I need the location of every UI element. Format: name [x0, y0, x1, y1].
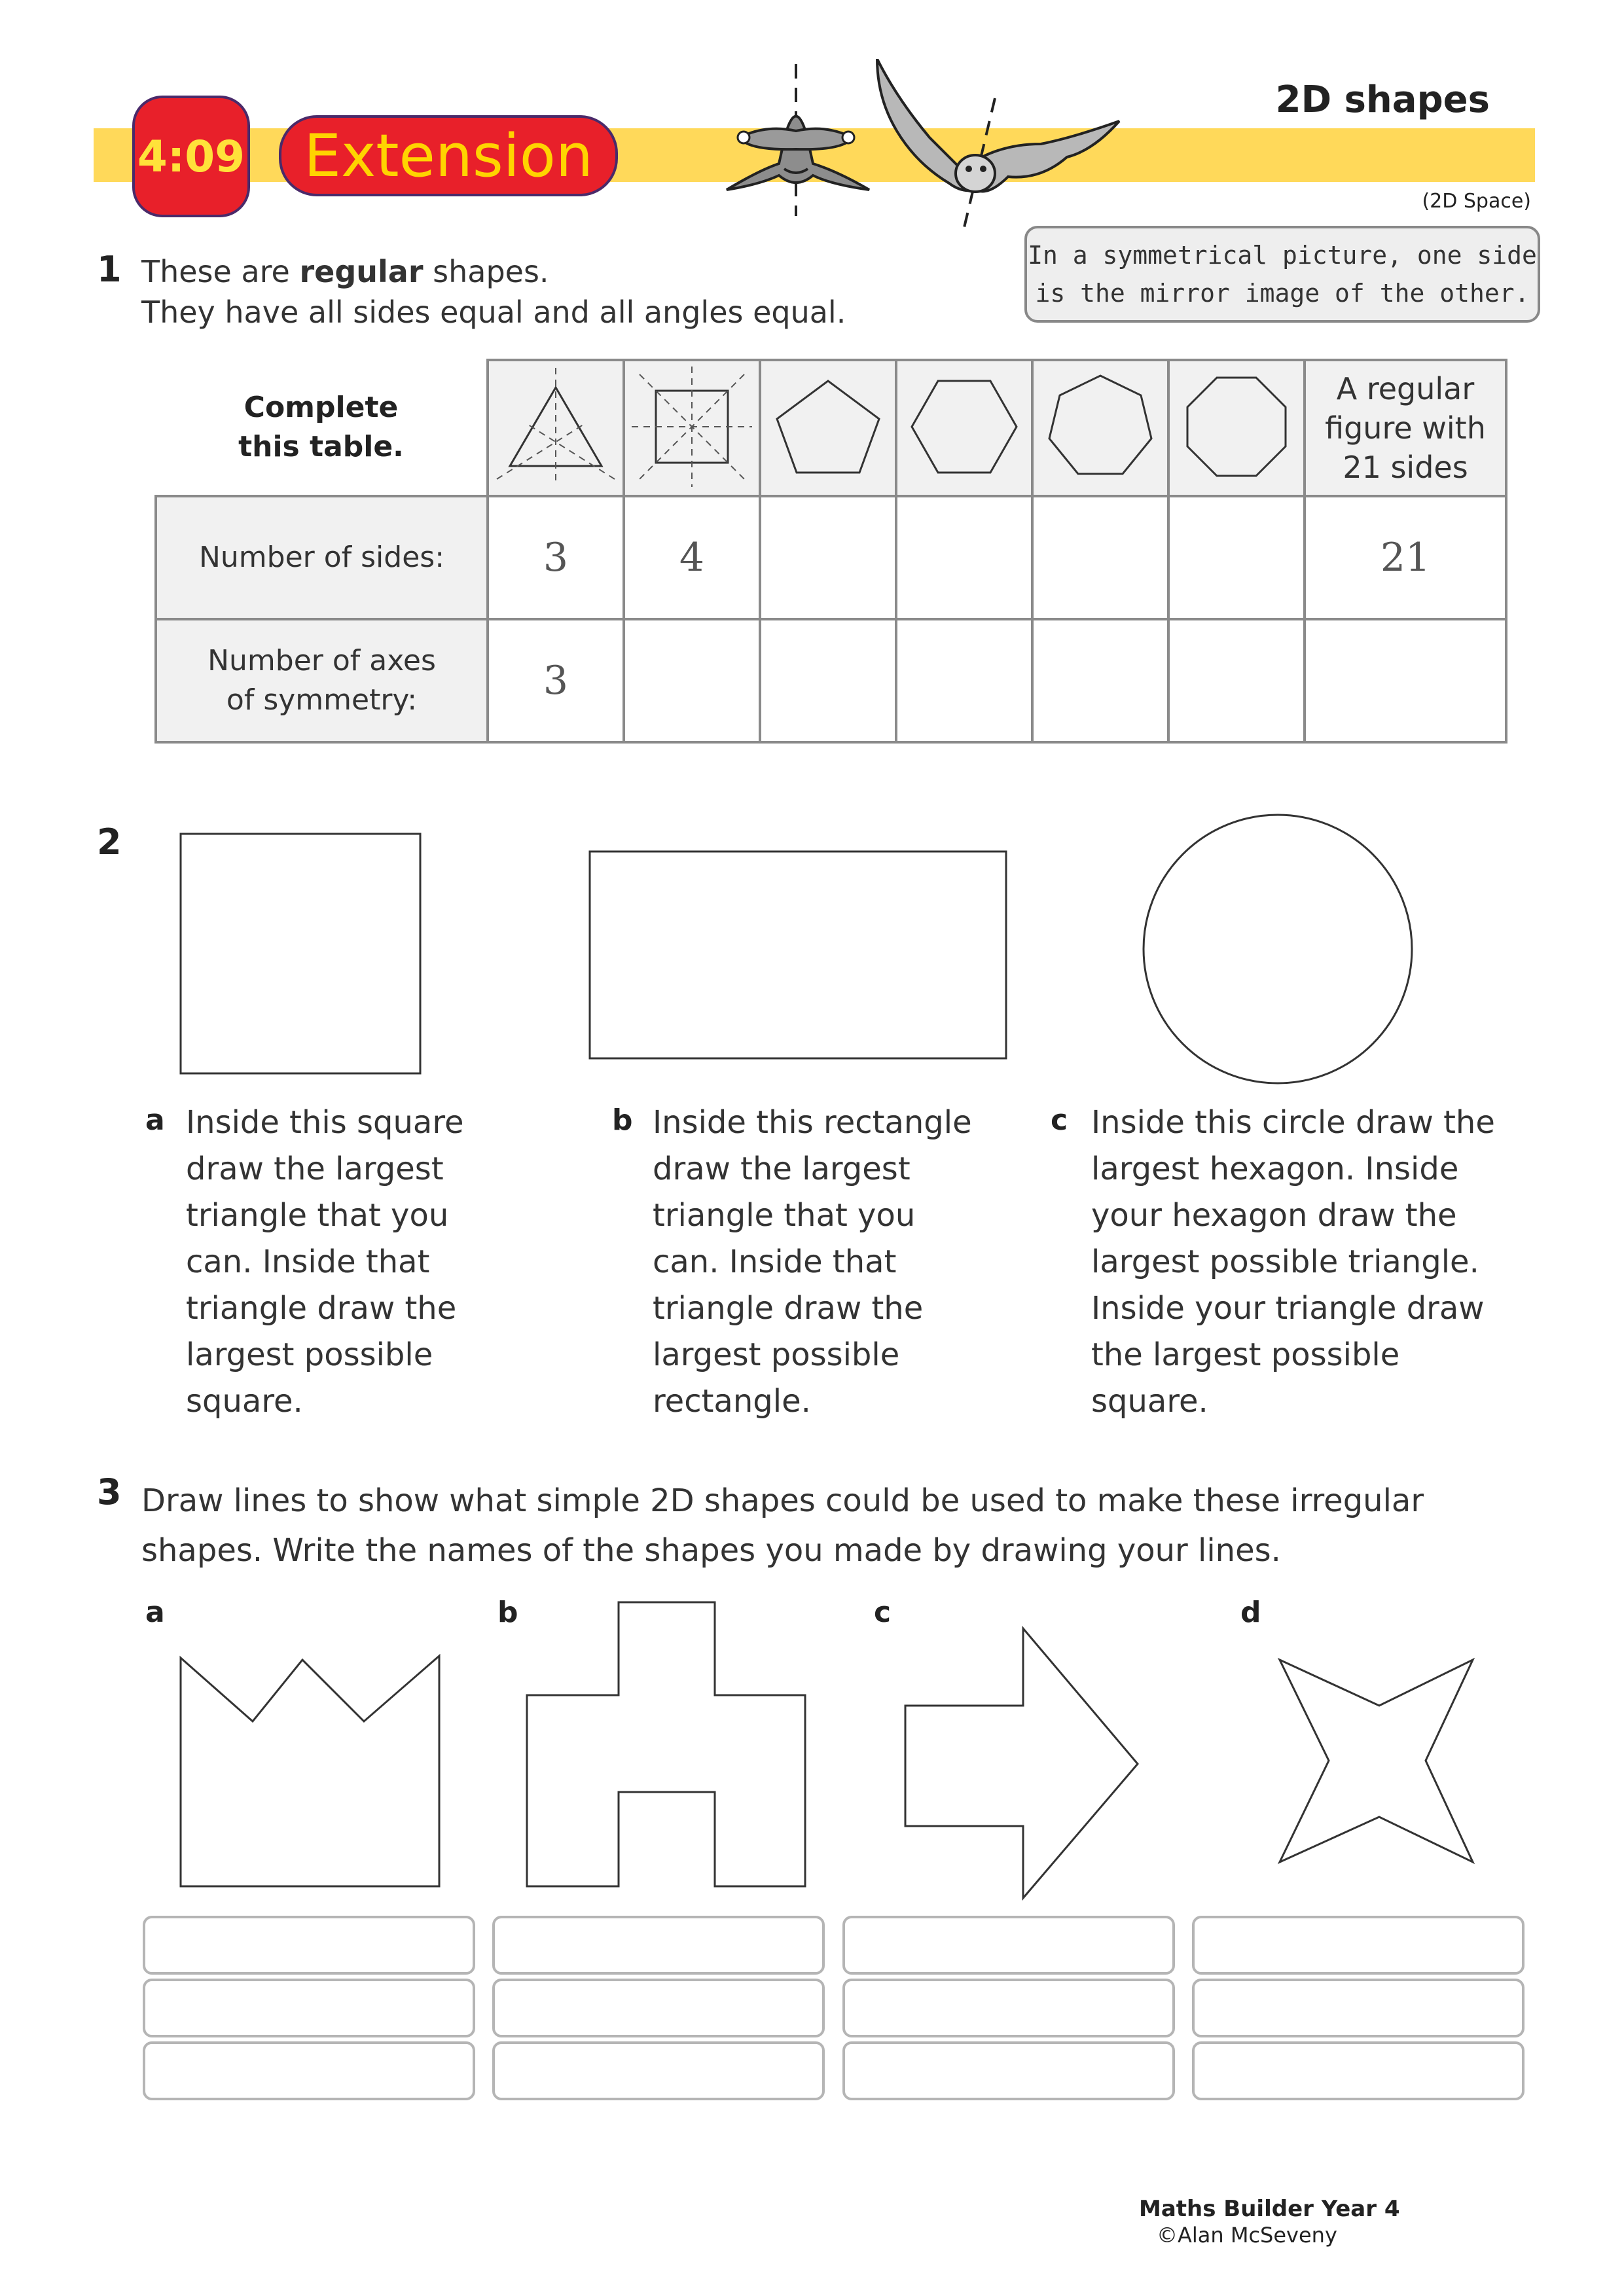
q3-part-c-letter: c	[874, 1596, 892, 1629]
q2a-line: triangle draw the	[186, 1290, 457, 1327]
q2b-line: Inside this rectangle	[653, 1104, 972, 1141]
q2-square-icon	[177, 830, 425, 1079]
hexagon-icon	[899, 361, 1030, 492]
strand-label: (2D Space)	[1422, 190, 1531, 213]
topic-title: 2D shapes	[1275, 79, 1490, 121]
q1-text-line2: They have all sides equal and all angles equal.	[141, 295, 846, 330]
sides-answer-pentagon[interactable]	[760, 496, 896, 619]
q3-part-b-letter: b	[497, 1596, 518, 1629]
heptagon-cell	[1032, 360, 1168, 496]
footer-book-title: Maths Builder Year 4	[1139, 2196, 1400, 2222]
q2-part-a-text	[186, 1100, 552, 1425]
q3-part-b-answer-boxes	[492, 1916, 825, 2100]
answer-box[interactable]	[842, 1979, 1175, 2037]
q3-part-a-answer-boxes	[143, 1916, 475, 2100]
q3-part-c-answer-boxes	[842, 1916, 1175, 2100]
heptagon-icon	[1035, 361, 1166, 492]
q3-part-d-answer-boxes	[1192, 1916, 1525, 2100]
answer-box[interactable]	[143, 1916, 475, 1975]
q2-part-c-letter: c	[1051, 1103, 1068, 1137]
pentagon-cell	[760, 360, 896, 496]
regular-shapes-table	[154, 359, 1507, 744]
question-2-number: 2	[97, 821, 122, 863]
axes-answer-heptagon[interactable]	[1032, 619, 1168, 742]
square-cell	[624, 360, 760, 496]
answer-box[interactable]	[143, 1979, 475, 2037]
q2c-line: the largest possible	[1091, 1336, 1400, 1373]
q2c-line: your hexagon draw the	[1091, 1197, 1457, 1234]
tip-line-2: is the mirror image of the other.	[1035, 279, 1530, 308]
q3-part-d-letter: d	[1240, 1596, 1261, 1629]
sides-answer-heptagon[interactable]	[1032, 496, 1168, 619]
q2b-line: can. Inside that	[653, 1244, 897, 1280]
q1-text-bold: regular	[299, 254, 424, 289]
q2-rectangle-icon	[586, 848, 1011, 1064]
arch-shape-icon	[527, 1602, 805, 1886]
q2a-line: draw the largest	[186, 1151, 444, 1187]
question-3-number: 3	[97, 1471, 122, 1513]
sides-answer-octagon[interactable]	[1168, 496, 1305, 619]
q2a-line: largest possible	[186, 1336, 433, 1373]
q2-part-a-letter: a	[145, 1103, 165, 1137]
triangle-cell	[488, 360, 624, 496]
q2a-line: can. Inside that	[186, 1244, 430, 1280]
sides-answer-21-sided[interactable]: 21	[1305, 496, 1506, 619]
q3-text-line2: shapes. Write the names of the shapes you made by drawing your lines.	[141, 1532, 1281, 1569]
answer-box[interactable]	[492, 1979, 825, 2037]
answer-box[interactable]	[492, 2041, 825, 2100]
octagon-cell	[1168, 360, 1305, 496]
row-label-axes-line-1: Number of axes	[208, 644, 436, 677]
axes-answer-21-sided[interactable]	[1305, 619, 1506, 742]
arrow-shape-icon	[905, 1628, 1138, 1898]
tip-line-1: In a symmetrical picture, one side	[1028, 241, 1537, 270]
q2c-line: Inside this circle draw the	[1091, 1104, 1495, 1141]
crown-shape-icon	[181, 1656, 439, 1886]
row-label-sides: Number of sides:	[156, 496, 488, 619]
footer-copyright: ©Alan McSeveny	[1157, 2223, 1337, 2248]
hammerhead-shark-icon	[727, 64, 869, 216]
sides-answer-square[interactable]: 4	[624, 496, 760, 619]
symmetry-illustration	[700, 59, 1146, 242]
q2-part-b-letter: b	[612, 1103, 633, 1137]
table-instruction-line-2: this table.	[238, 430, 404, 463]
lesson-code-badge: 4:09	[132, 96, 250, 217]
axes-answer-hexagon[interactable]	[896, 619, 1032, 742]
question-1-number: 1	[97, 249, 122, 290]
square-icon	[626, 361, 757, 492]
table-instruction	[156, 360, 488, 496]
q2-part-b-text	[653, 1100, 1058, 1425]
axes-answer-square[interactable]	[624, 619, 760, 742]
q2b-line: triangle draw the	[653, 1290, 924, 1327]
answer-box[interactable]	[1192, 2041, 1525, 2100]
axes-answer-octagon[interactable]	[1168, 619, 1305, 742]
answer-box[interactable]	[492, 1916, 825, 1975]
pentagon-icon	[763, 361, 893, 492]
row-label-axes-line-2: of symmetry:	[226, 683, 418, 717]
sides-answer-triangle[interactable]: 3	[488, 496, 624, 619]
answer-box[interactable]	[842, 2041, 1175, 2100]
octagon-icon	[1171, 361, 1302, 492]
q1-text-pre: These are	[141, 254, 300, 289]
q2c-line: largest possible triangle.	[1091, 1244, 1479, 1280]
axes-answer-pentagon[interactable]	[760, 619, 896, 742]
triangle-icon	[490, 361, 621, 492]
q2c-line: square.	[1091, 1383, 1208, 1420]
last-header-line-2: figure with	[1325, 410, 1486, 446]
question-1-text	[141, 251, 846, 332]
q2b-line: rectangle.	[653, 1383, 811, 1420]
axes-answer-triangle[interactable]: 3	[488, 619, 624, 742]
q2b-line: draw the largest	[653, 1151, 911, 1187]
q2-circle-icon	[1140, 812, 1415, 1086]
last-header-line-1: A regular	[1336, 371, 1475, 406]
hexagon-cell	[896, 360, 1032, 496]
four-point-star-icon	[1280, 1660, 1473, 1862]
q3-part-a-letter: a	[145, 1596, 165, 1629]
q2a-line: square.	[186, 1383, 303, 1420]
q2a-line: triangle that you	[186, 1197, 449, 1234]
q2b-line: largest possible	[653, 1336, 900, 1373]
bat-icon	[877, 59, 1119, 236]
question-3-text	[141, 1476, 1424, 1575]
answer-box[interactable]	[842, 1916, 1175, 1975]
last-header-line-3: 21 sides	[1343, 450, 1468, 485]
q2-part-c-text	[1091, 1100, 1562, 1425]
q2c-line: largest hexagon. Inside	[1091, 1151, 1459, 1187]
row-label-axes	[156, 619, 488, 742]
answer-box[interactable]	[143, 2041, 475, 2100]
sides-answer-hexagon[interactable]	[896, 496, 1032, 619]
q2b-line: triangle that you	[653, 1197, 916, 1234]
lesson-type-badge: Extension	[279, 115, 618, 196]
21-sided-figure-header	[1305, 360, 1506, 496]
table-instruction-line-1: Complete	[244, 391, 399, 424]
answer-box[interactable]	[1192, 1916, 1525, 1975]
q1-text-post: shapes.	[423, 254, 549, 289]
q3-text-line1: Draw lines to show what simple 2D shapes could be used to make these irregular	[141, 1482, 1424, 1519]
symmetry-tip-box	[1024, 226, 1540, 323]
q2a-line: Inside this square	[186, 1104, 464, 1141]
answer-box[interactable]	[1192, 1979, 1525, 2037]
q2c-line: Inside your triangle draw	[1091, 1290, 1485, 1327]
